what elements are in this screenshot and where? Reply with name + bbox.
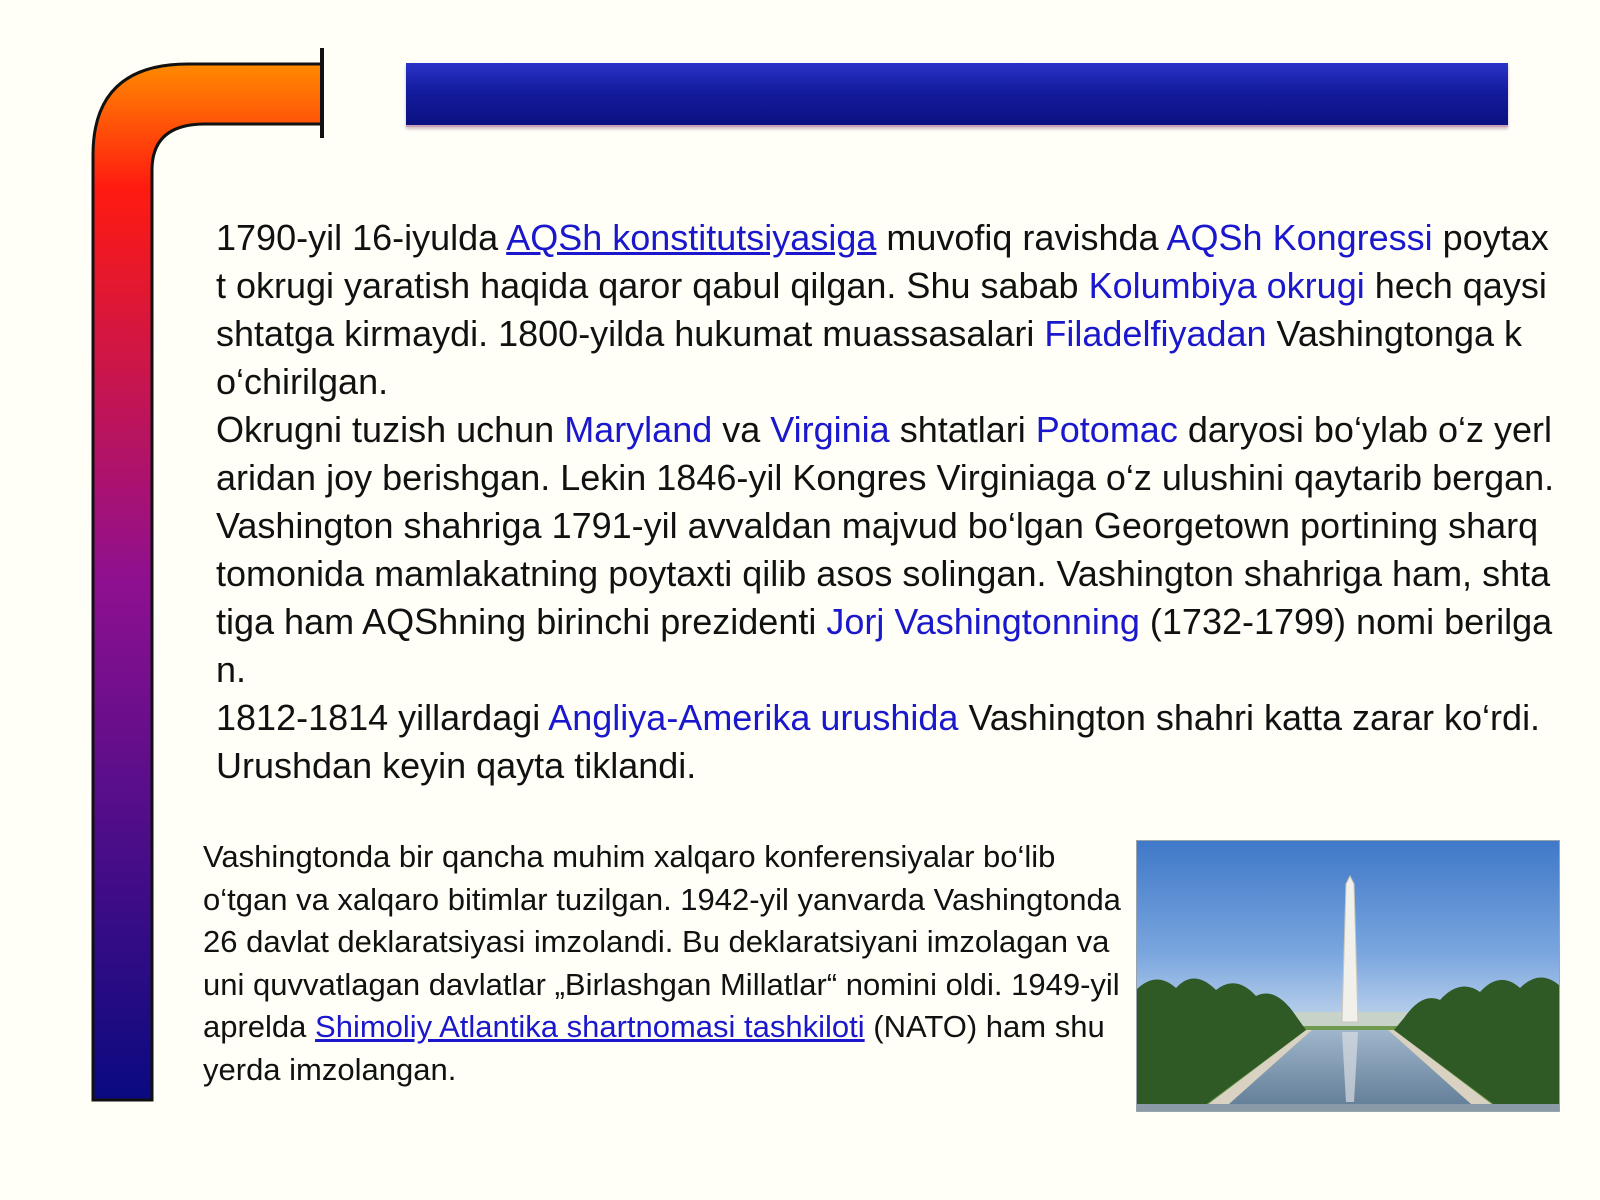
main-paragraph (216, 214, 1556, 406)
body-text: Okrugni tuzish uchun (216, 409, 565, 450)
inline-link[interactable]: Maryland (564, 409, 713, 450)
main-paragraph (216, 694, 1556, 790)
body-text: (NATO) ham shu yerda imzolangan. (203, 1009, 1105, 1087)
body-text: va (712, 409, 771, 450)
main-paragraph (216, 406, 1556, 694)
inline-link[interactable]: Angliya-Amerika urushida (548, 697, 959, 738)
body-text: daryosi bo‘ylab o‘z yerlaridan joy berishgan. Lekin 1846-yil Kongres Virginiaga o‘z ulushini qaytarib bergan. Vashington shahriga 1791-yil avvaldan majvud bo‘lgan Georgetown portining sharq tomonida mamlakatning poytaxti qilib asos solingan. Vashington shahriga ham, shtatiga ham AQShning birinchi prezidenti (216, 409, 1555, 642)
washington-monument-photo (1136, 840, 1560, 1112)
inline-link[interactable]: Kolumbiya okrugi (1088, 265, 1365, 306)
body-text: Vashingtonda bir qancha muhim xalqaro konferensiyalar bo‘lib o‘tgan va xalqaro bitimlar tuzilgan. 1942-yil yanvarda Vashingtonda 26 davlat deklaratsiyasi imzolandi. Bu deklaratsiyani imzolagan va uni quvvatlagan davlatlar „Birlashgan Millatlar“ nomini oldi. 1949-yil aprelda (203, 839, 1121, 1044)
secondary-paragraph (203, 836, 1128, 1091)
body-text: 1812-1814 yillardagi (216, 697, 549, 738)
inline-link[interactable]: Filadelfiyadan (1044, 313, 1267, 354)
inline-link[interactable]: AQSh Kongressi (1166, 217, 1433, 258)
body-text: shtatlari (889, 409, 1036, 450)
inline-link[interactable]: Potomac (1035, 409, 1178, 450)
body-text: Vashington shahri katta zarar ko‘rdi. Urushdan keyin qayta tiklandi. (216, 697, 1541, 786)
main-text (216, 214, 1556, 790)
inline-link[interactable]: AQSh konstitutsiyasiga (506, 217, 877, 258)
inline-link[interactable]: Virginia (770, 409, 890, 450)
body-text: 1790-yil 16-iyulda (216, 217, 507, 258)
secondary-text (203, 836, 1128, 1091)
body-text: Vashingtonga ko‘chirilgan. (216, 313, 1523, 402)
inline-link[interactable]: Jorj Vashingtonning (826, 601, 1140, 642)
body-text: poytaxt okrugi yaratish haqida qaror qabul qilgan. Shu sabab (216, 217, 1549, 306)
inline-link[interactable]: Shimoliy Atlantika shartnomasi tashkiloti (315, 1009, 865, 1044)
title-bar (406, 63, 1508, 127)
body-text: (1732-1799) nomi berilgan. (216, 601, 1553, 690)
body-text: hech qaysi shtatga kirmaydi. 1800-yilda hukumat muassasalari (216, 265, 1547, 354)
body-text: muvofiq ravishda (876, 217, 1167, 258)
photo-bottom-strip (1136, 1104, 1560, 1112)
